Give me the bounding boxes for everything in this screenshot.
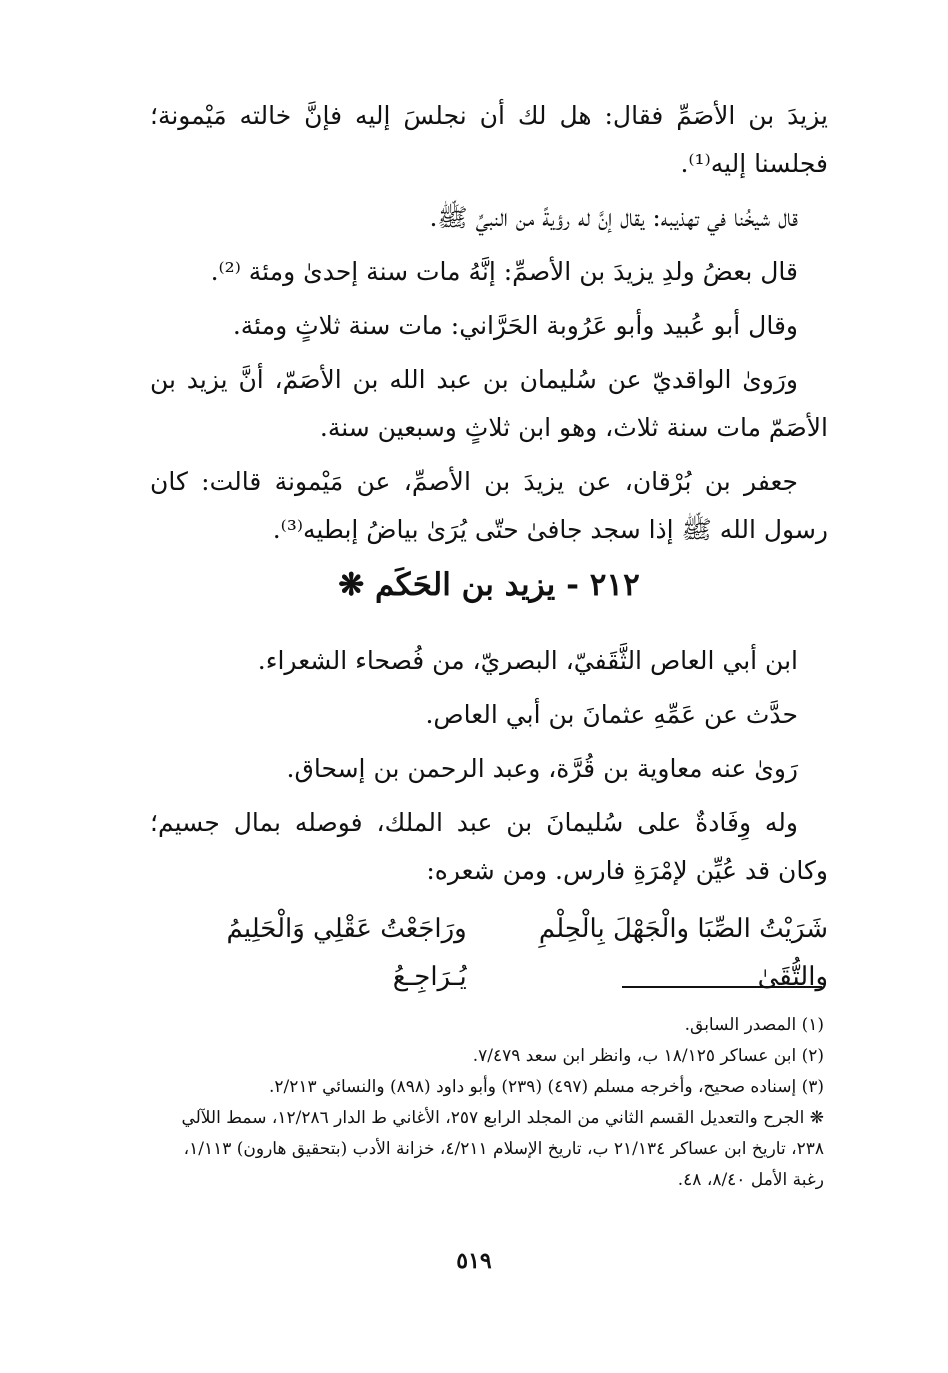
paragraph-death-103: وقال أبو عُبيد وأبو عَرُوبة الحَرَّاني: مات سنة ثلاثٍ ومئة. (232, 311, 798, 340)
paragraph-continuation: يزيدَ بن الأصَمِّ فقال: هل لك أن نجلسَ إليه فإنَّ خالته مَيْمونة؛ فجلسنا إليه⁽¹⁾. (150, 101, 828, 178)
poem-hemistich-second: ورَاجَعْتُ عَقْلِي وَالْحَلِيمُ يُـرَاجِـعُ (226, 914, 467, 992)
main-text-upper (150, 92, 828, 560)
footnote-3: (٣) إسناده صحيح، وأخرجه مسلم (٤٩٧) (٢٣٩) وأبو داود (٨٩٨) والنسائي ٢/٢١٣. (269, 1077, 824, 1097)
footnote-2: (٢) ابن عساكر ١٨/١٢٥ ب، وانظر ابن سعد ٧/٤٧٩. (472, 1046, 824, 1066)
main-text-lower (150, 637, 828, 901)
entry-heading: ٢١٢ - يزيد بن الحَكَم ❋ (338, 567, 640, 603)
footnote-1: (١) المصدر السابق. (684, 1015, 824, 1035)
paragraph-narrators: رَوىٰ عنه معاوية بن قُرَّة، وعبد الرحمن بن إسحاق. (286, 754, 798, 783)
footnote-sources: ❋ الجرح والتعديل القسم الثاني من المجلد الرابع ٢٥٧، الأغاني ط الدار ١٢/٢٨٦، سمط اللآلي ٢٣٨، تاريخ ابن عساكر ٢١/١٣٤ ب، تاريخ الإسلام ٤/٢١١، خزانة الأدب (بتحقيق هارون) ١/١١٣، رغبة الأمل ٨/٤٠، ٤٨. (181, 1108, 824, 1190)
footnotes (150, 1010, 824, 1196)
paragraph-death-101: قال بعضُ ولدِ يزيدَ بن الأصمِّ: إنَّهُ مات سنة إحدىٰ ومئة ⁽²⁾. (210, 257, 798, 286)
paragraph-lineage: ابن أبي العاص الثَّقَفيّ، البصريّ، من فُصحاء الشعراء. (257, 646, 798, 675)
paragraph-waqidi: ورَوىٰ الواقديّ عن سُليمان بن عبد الله بن الأصَمّ، أنَّ يزيد بن الأصَمّ مات سنة ثلاث، وهو ابن ثلاثٍ وسبعين سنة. (150, 365, 828, 442)
footnote-separator (622, 986, 822, 988)
paragraph-delegation: وله وِفَادةٌ على سُليمانَ بن عبد الملك، فوصله بمال جسيم؛ وكان قد عُيِّن لإمْرَةِ فارس. ومن شعره: (150, 808, 828, 885)
poem-hemistich-first: شَرَيْتُ الصِّبَا والْجَهْلَ بِالْحِلْمِ والتُّقَىٰ (538, 914, 828, 992)
paragraph-sheikh-tahdhib: قال شيخُنا في تهذيبه: يقال إنَّ له رؤيةً من النبيِّ ﷺ. (429, 203, 798, 232)
page-number: ٥١٩ (456, 1248, 492, 1274)
paragraph-narrated-from: حدَّث عن عَمِّهِ عثمانَ بن أبي العاص. (425, 700, 798, 729)
paragraph-hadith-sujud: جعفر بن بُرْقان، عن يزيدَ بن الأصمِّ، عن مَيْمونة قالت: كان رسول الله ﷺ إذا سجد جافىٰ حتّى يُرَىٰ بياضُ إبطيه⁽³⁾. (150, 467, 828, 544)
